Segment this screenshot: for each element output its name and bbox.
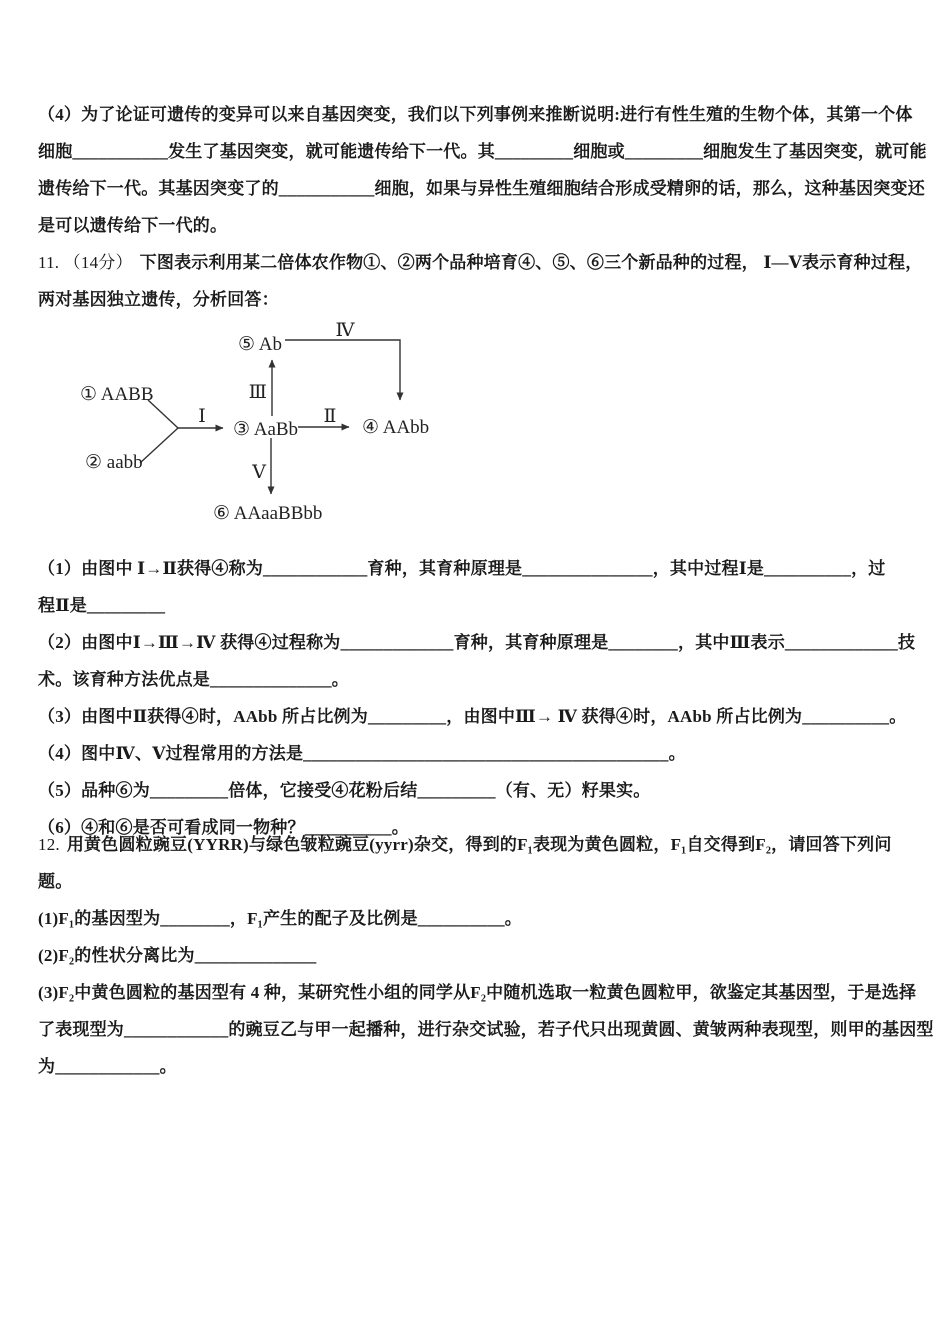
- question-line: 两对基因独立遗传，分析回答：: [38, 290, 279, 309]
- diagram-node-1: ① AABB: [80, 384, 154, 405]
- question-number: 12.: [38, 835, 60, 854]
- question-line-with-blanks: 术。该育种方法优点是______________。: [38, 670, 349, 689]
- question-line-with-blanks: (1)F₁的基因型为________，F₁产生的配子及比例是__________。: [38, 909, 522, 928]
- question-number: 11. （14分）: [38, 253, 133, 272]
- question-line-with-blanks: 遗传给下一代。其基因突变了的___________细胞，如果与异性生殖细胞结合形成受精卵的话，那么，这种基因突变还: [38, 179, 925, 198]
- diagram-arrow-process-IV: [285, 340, 400, 400]
- question-line: [38, 244, 922, 281]
- diagram-process-label-IV: Ⅳ: [335, 320, 355, 341]
- question-line-with-blanks: (2)F₂的性状分离比为______________: [38, 946, 317, 965]
- question-line-with-blanks: (3)F₂中黄色圆粒的基因型有 4 种，某研究性小组的同学从F₂中随机选取一粒黄色圆粒甲，欲鉴定其基因型，于是选择: [38, 983, 917, 1002]
- question-stem-text: 下图表示利用某二倍体农作物①、②两个品种培育④、⑤、⑥三个新品种的过程， Ⅰ—Ⅴ表示育种过程，: [139, 253, 923, 272]
- question-line-with-blanks: （4）图中Ⅳ、Ⅴ过程常用的方法是__________________________________________。: [38, 744, 686, 763]
- question-line-with-blanks: （3）由图中Ⅱ获得④时，AAbb 所占比例为_________，由图中Ⅲ→ Ⅳ 获得④时，AAbb 所占比例为__________。: [38, 707, 907, 726]
- diagram-process-label-I: Ⅰ: [198, 406, 206, 427]
- breeding-process-diagram: [55, 312, 495, 540]
- diagram-process-label-V: Ⅴ: [252, 462, 266, 483]
- question-line-with-blanks: 了表现型为____________的豌豆乙与甲一起播种，进行杂交试验，若子代只出现黄圆、黄皱两种表现型，则甲的基因型: [38, 1020, 934, 1039]
- diagram-line-parent2: [140, 428, 178, 463]
- question-line-with-blanks: （6）④和⑥是否可看成同一物种？__________。: [38, 818, 409, 837]
- diagram-node-3: ③ AaBb: [233, 419, 299, 440]
- question-line-with-blanks: 为____________。: [38, 1057, 177, 1076]
- question-line-with-blanks: 细胞___________发生了基因突变，就可能遗传给下一代。其_________细胞或_________细胞发生了基因突变，就可能: [38, 142, 927, 161]
- diagram-node-5: ⑤ Ab: [238, 334, 282, 355]
- diagram-process-label-II: Ⅱ: [323, 406, 337, 427]
- question-line-with-blanks: 程Ⅱ是_________: [38, 596, 166, 615]
- diagram-node-4: ④ AAbb: [362, 417, 430, 438]
- question-stem-text: 用黄色圆粒豌豆(YYRR)与绿色皱粒豌豆(yyrr)杂交，得到的F₁表现为黄色圆粒，F₁自交得到F₂，请回答下列问: [66, 835, 892, 854]
- question11-stem: [38, 244, 922, 318]
- question11-items: [38, 550, 915, 846]
- diagram-node-6: ⑥ AAaaBBbb: [213, 503, 323, 524]
- question-line-with-blanks: （5）品种⑥为_________倍体，它接受④花粉后结_________（有、无）籽果实。: [38, 781, 651, 800]
- question-line: 是可以遗传给下一代的。: [38, 216, 228, 235]
- question10-part4: [38, 96, 927, 244]
- diagram-process-label-III: Ⅲ: [248, 382, 267, 403]
- question-line: [38, 826, 934, 863]
- question-line-with-blanks: （1）由图中 Ⅰ→Ⅱ获得④称为____________育种，其育种原理是_______________，其中过程Ⅰ是__________，过: [38, 559, 886, 578]
- question-line: 题。: [38, 872, 73, 891]
- diagram-node-2: ② aabb: [85, 452, 143, 473]
- question-line-with-blanks: （2）由图中Ⅰ→Ⅲ→Ⅳ 获得④过程称为_____________育种，其育种原理是________，其中Ⅲ表示_____________技: [38, 633, 916, 652]
- question12: [38, 826, 934, 1085]
- question-line: （4）为了论证可遗传的变异可以来自基因突变，我们以下列事例来推断说明:进行有性生殖的生物个体，其第一个体: [38, 105, 913, 124]
